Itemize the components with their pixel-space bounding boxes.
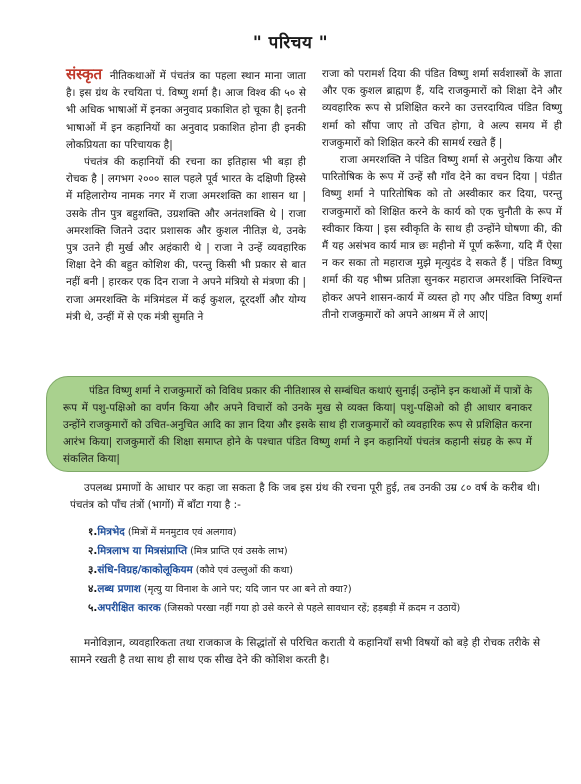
closing-paragraph: मनोविज्ञान, व्यवहारिकता तथा राजकाज के सिद्धांतों से परिचित कराती ये कहानियाँ सभी विषयों को बड़े ही रोचक तरीके से सामने रखती है तथा साथ ही साथ एक सीख देने की कोशिश करती है।	[70, 637, 540, 666]
list-item	[88, 581, 540, 598]
left-column	[66, 66, 306, 326]
highlight-box	[46, 376, 549, 472]
history-paragraph: पंचतंत्र की कहानियों की रचना का इतिहास भी बड़ा ही रोचक है | लगभग २००० साल पहले पूर्व भारत के दक्षिणी हिस्से में महिलारोग्य नामक नगर में राजा अमरशक्ति का शासन था | उसके तीन पुत्र बहुशक्ति, उग्रशक्ति और अनंतशक्ति थे | राजा अमरशक्ति जितने उदार प्रशासक और कुशल नीतिज्ञ थे, उनके पुत्र उतने ही मुर्ख और अहंकारी थे | राजा ने उन्हें व्यवहारिक शिक्षा देने की बहुत कोशिश की, परन्तु किसी भी प्रकार से बात नहीं बनी | हारकर एक दिन राजा ने अपने मंत्रियो से मंत्रणा की | राजा अमरशक्ति के मंत्रिमंडल में कई कुशल, दूरदर्शी और योग्य मंत्री थे, उन्हीं में से एक मंत्री सुमति ने	[66, 156, 306, 323]
tantra-name: अपरीक्षित कारक	[97, 602, 161, 614]
vow-paragraph: राजा अमरशक्ति ने पंडित विष्णु शर्मा से अनुरोध किया और पारितोषिक के रूप में उन्हें सौ गाँव देने का वचन दिया | पंडीत विष्णु शर्मा ने पारितोषिक को तो अस्वीकार कर दिया, परन्तु राजकुमारों को शिक्षित करने के कार्य को एक चुनौती के रूप में स्वीकार किया | इस स्वीकृति के साथ ही उन्होंने घोषणा की, की मैं यह असंभव कार्य मात्र छः महीनो में पूर्ण करूँगा, यदि मैं ऐसा न कर सका तो महाराज मुझे मृत्युदंड दे सकते हैं | पंडित विष्णु शर्मा की यह भीष्म प्रतिज्ञा सुनकर महाराज अमरशक्ति निश्चिन्त होकर अपने शासन-कार्य में व्यस्त हो गए और पंडित विष्णु शर्मा तीनो राजकुमारों को अपने आश्रम में ले आए|	[322, 154, 562, 321]
tantra-desc: (मृत्यु या विनाश के आने पर; यदि जान पर आ बने तो क्या?)	[140, 584, 352, 595]
tantra-name: मित्रलाभ या मित्रसंप्राप्ति	[97, 545, 188, 557]
right-column	[322, 66, 562, 324]
list-number: ३.	[88, 564, 98, 576]
tantra-desc: (मित्र प्राप्ति एवं उसके लाभ)	[187, 546, 288, 557]
intro-paragraph	[66, 66, 306, 154]
tantra-list	[88, 524, 540, 617]
tantra-intro: उपलब्ध प्रमाणों के आधार पर कहा जा सकता है कि जब इस ग्रंथ की रचना पूरी हुई, तब उनकी उम्र ८० वर्ष के करीब थी। पंचतंत्र को पाँच तंत्रों (भागों) में बाँटा गया है :-	[70, 482, 540, 511]
two-column-intro	[66, 66, 562, 366]
advice-paragraph: राजा को परामर्श दिया की पंडित विष्णु शर्मा सर्वशास्त्रों के ज्ञाता और एक कुशल ब्राह्मण हैं, यदि राजकुमारों को शिक्षा देने और व्यवहारिक रूप से प्रशिक्षित करने का उत्तरदायित्व पंडित विष्णु शर्मा को सौंपा जाए तो उचित होगा, वे अल्प समय में ही राजकुमारों को शिक्षित करने की सामर्थ रखते हैं |	[322, 68, 562, 149]
list-item	[88, 600, 540, 617]
tantra-name: लब्ध प्रणाश	[97, 583, 141, 595]
intro-paragraph-text: नीतिकथाओं में पंचतंत्र का पहला स्थान माना जाता है। इस ग्रंथ के रचयिता पं. विष्णु शर्मा है। आज विश्व की ५० से भी अधिक भाषाओं में इनका अनुवाद प्रकाशित हो चूका है| इतनी भाषाओं में इन कहानियों का अनुवाद प्रकाशित होना ही इनकी लोकप्रियता का परिचायक है|	[66, 70, 306, 151]
list-number: २.	[88, 545, 98, 557]
highlight-text: पंडित विष्णु शर्मा ने राजकुमारों को विविध प्रकार की नीतिशास्त्र से सम्बंधित कथाएं सुनाई| उन्होंने इन कथाओं में पात्रों के रूप में पशु-पक्षिओ का वर्णन किया और अपने विचारों को उनके मुख से व्यक्त किया| पशु-पक्षिओ को ही आधार बनाकर उन्होंने राजकुमारों को उचित-अनुचित आदि का ज्ञान दिया और इसके साथ ही राजकुमारों को व्यवहारिक रूप से प्रशिक्षित करना आरंभ किया| राजकुमारों की शिक्षा समाप्त होने के पश्चात पंडित विष्णु शर्मा ने इन कहानियों पंचतंत्र कहानी संग्रह के रूप में संकलित किया|	[63, 385, 532, 465]
tantra-desc: (मित्रों में मनमुटाव एवं अलगाव)	[124, 527, 237, 538]
tantra-name: संधि-विग्रह/काकोलूकियम	[97, 564, 193, 576]
list-item	[88, 562, 540, 579]
list-item	[88, 543, 540, 560]
tantra-section	[70, 480, 540, 669]
tantra-name: मित्रभेद	[97, 526, 125, 538]
tantra-desc: (जिसको परखा नहीं गया हो उसे करने से पहले सावधान रहें; हड़बड़ी में क़दम न उठायें)	[160, 603, 461, 614]
page-title: " परिचय "	[252, 33, 329, 53]
list-number: १.	[88, 526, 98, 538]
list-item	[88, 524, 540, 541]
lead-word: संस्कृत	[66, 65, 103, 83]
list-number: ५.	[88, 602, 98, 614]
tantra-desc: (कौवे एवं उल्लुओं की कथा)	[192, 565, 294, 576]
list-number: ४.	[88, 583, 98, 595]
